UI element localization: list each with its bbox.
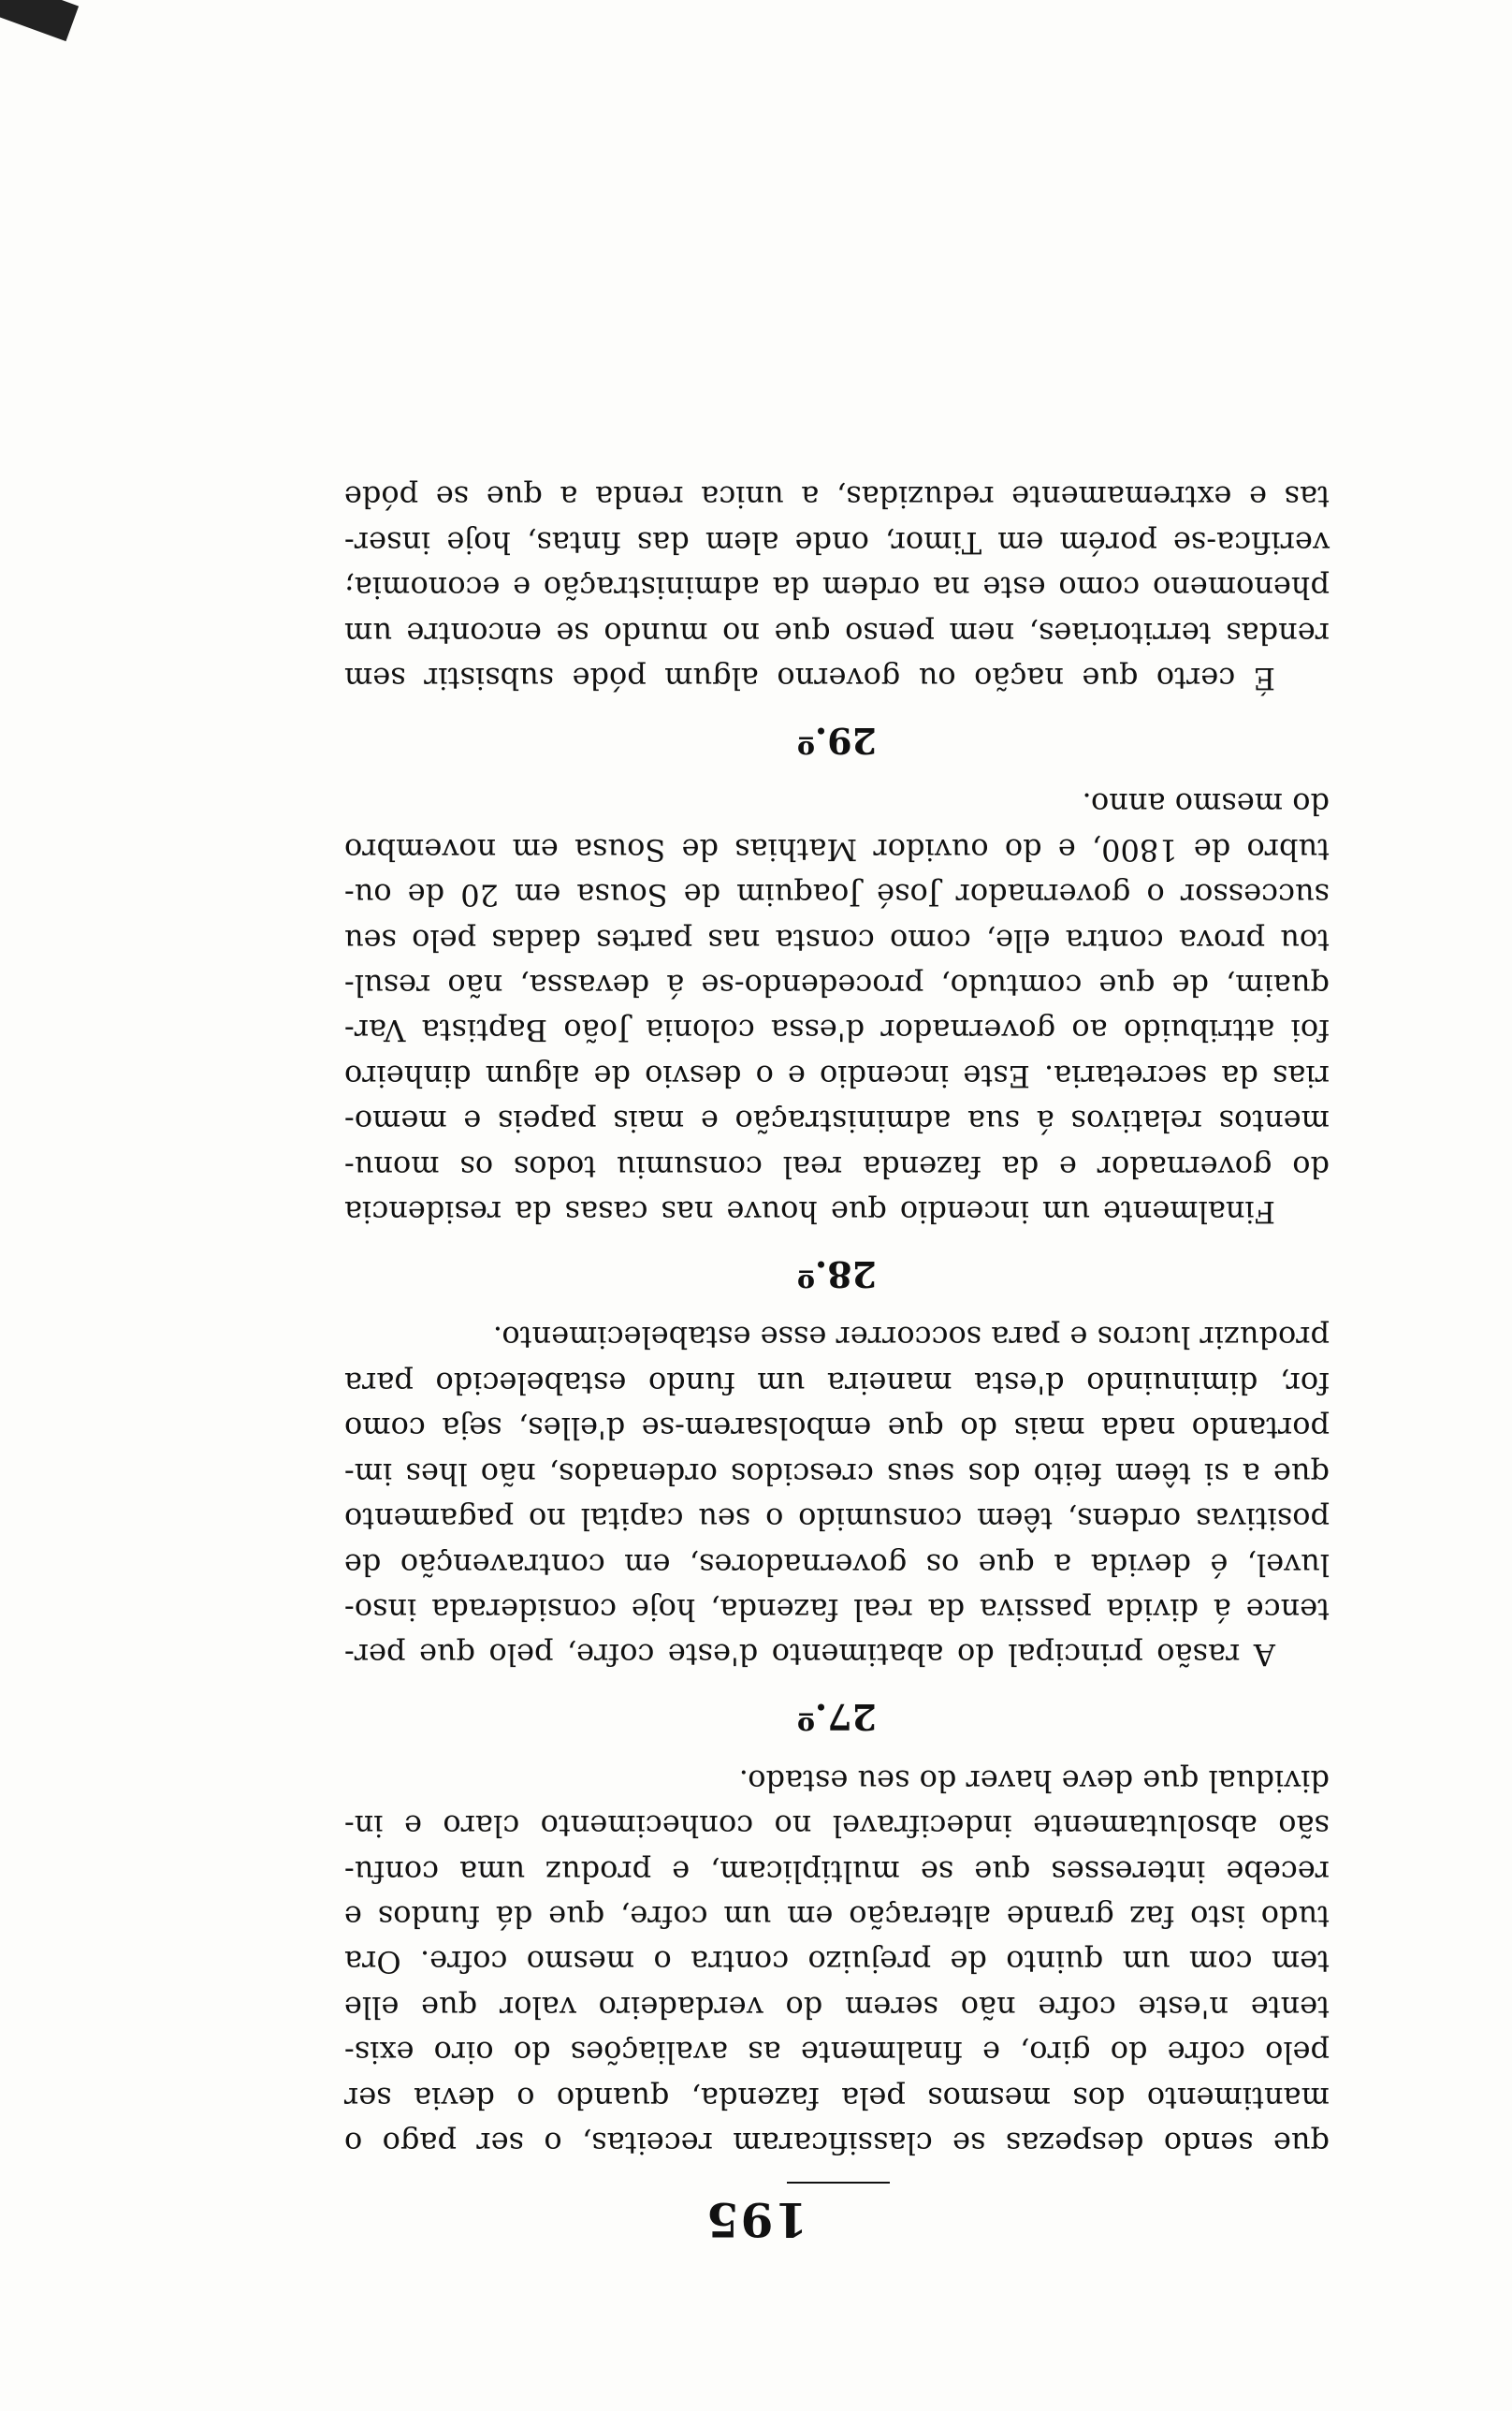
text-column (344, 475, 1330, 2166)
text-line: A rasão principal do abatimento d'este cofre, pelo que per- (344, 1637, 1275, 1673)
text-line: do governador e da fazenda real consumiu todos os monu- (344, 1148, 1330, 1185)
text-line: produzir lucros e para soccorrer esse estabelecimento. (492, 1320, 1330, 1356)
text-line: for, diminuindo d'esta maneira um fundo estabelecido para (344, 1365, 1330, 1401)
text-line: que a si têem feito dos seus crescidos ordenados, não lhes im- (344, 1455, 1330, 1492)
text-line: quaim, de que comtudo, procedendo-se á devassa, não resul- (344, 968, 1330, 1004)
text-line: tente n'este cofre não serem do verdadeiro valor que elle (344, 1989, 1330, 2025)
text-line: verifica-se porém em Timor, onde alem das fintas, hoje inser- (344, 524, 1330, 561)
text-line: do mesmo anno. (1082, 786, 1330, 823)
text-line: são absolutamente indecifravel no conhecimento claro e in- (344, 1808, 1330, 1845)
text-line: tubro de 1800, e do ouvidor Mathias de Sousa em novembro (344, 831, 1330, 868)
section-heading-27: 27.º (796, 1696, 878, 1739)
section-heading-29: 29.º (796, 720, 878, 763)
text-line: mantimento dos mesmos pela fazenda, quando o devia ser (344, 2080, 1330, 2116)
text-line: phenomeno como este na ordem da administração e economia; (344, 570, 1330, 606)
paragraph-29 (344, 475, 1330, 701)
text-line: Finalmente um incendio que houve nas casas da residencia (344, 1194, 1275, 1231)
text-line: que sendo despezas se classificaram receitas, o ser pago o (344, 2126, 1330, 2161)
scan-edge-mark (0, 0, 79, 41)
paragraph-continuation (344, 1758, 1330, 2166)
section-heading-28: 28.º (796, 1253, 878, 1296)
text-line: recebe interesses que se multiplicam, e produz uma confu- (344, 1853, 1330, 1890)
text-line: tudo isto faz grande alteração em um cofre, que dá fundos e (344, 1898, 1330, 1935)
text-line: dividual que deve haver do seu estado. (738, 1762, 1330, 1799)
text-line: pelo cofre do giro, e finalmente as avaliações do oiro exis- (344, 2035, 1330, 2071)
paragraph-27 (344, 1315, 1330, 1677)
text-line: tas e extremamente reduzidas, a unica renda a que se póde (344, 479, 1330, 516)
text-line: tence á divida passiva da real fazenda, hoje considerada inso- (344, 1591, 1330, 1628)
text-line: foi attribuido ao governador d'essa colonia João Baptista Var- (344, 1013, 1330, 1049)
paragraph-28 (344, 782, 1330, 1235)
text-line: mentos relativos á sua administração e mais papeis e memo- (344, 1103, 1330, 1140)
text-line: É certo que nação ou governo algum póde subsistir sem (344, 661, 1275, 697)
page-number: 195 (704, 2192, 808, 2247)
text-line: rendas territoriaes, nem penso que no mundo se encontre um (344, 615, 1330, 651)
text-line: portando nada mais do que embolsarem-se d'elles, seja como (344, 1410, 1330, 1447)
text-line: rias da secretaria. Este incendio e o desvio de algum dinheiro (344, 1058, 1330, 1094)
page-number-rule (787, 2182, 890, 2184)
text-line: positivas ordens, têem consumido o seu capital no pagamento (344, 1501, 1330, 1538)
text-line: tou prova contra elle, como consta nas partes dadas pelo seu (344, 922, 1330, 958)
text-line: successor o governador José Joaquim de Sousa em 20 de ou- (344, 877, 1330, 913)
text-line: luvel, é devida a que os governadores, em contravenção de (344, 1546, 1330, 1583)
text-line: tem com um quinto de prejuizo contra o mesmo cofre. Ora (344, 1944, 1330, 1980)
